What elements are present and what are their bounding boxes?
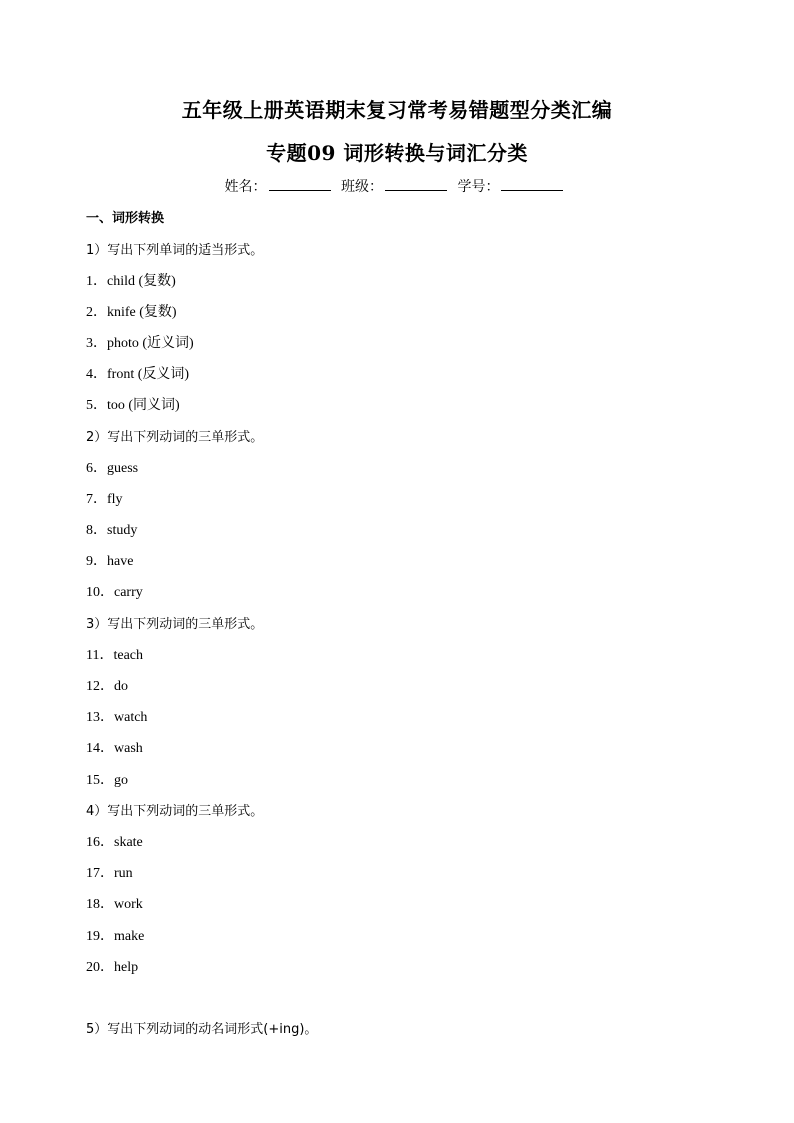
group-instruction-4: 4）写出下列动词的三单形式。 [86, 804, 264, 819]
question-11: 11．teach [86, 648, 144, 663]
question-16: 16．skate [86, 835, 143, 850]
question-10: 10．carry [86, 585, 143, 600]
id-label: 学号： [457, 179, 500, 195]
name-label: 姓名： [224, 179, 267, 195]
question-14: 14．wash [86, 741, 143, 756]
question-12: 12．do [86, 679, 128, 694]
question-18: 18．work [86, 897, 143, 912]
group-instruction-2: 2）写出下列动词的三单形式。 [86, 430, 264, 445]
question-8: 8．study [86, 523, 138, 538]
question-9: 9．have [86, 554, 134, 569]
question-17: 17．run [86, 866, 133, 881]
name-blank[interactable] [269, 177, 331, 191]
question-1: 1．child (复数) [86, 274, 176, 289]
question-15: 15．go [86, 773, 128, 788]
question-5: 5．too (同义词) [86, 398, 180, 413]
group-instruction-1: 1）写出下列单词的适当形式。 [86, 243, 264, 258]
question-4: 4．front (反义词) [86, 367, 190, 382]
question-19: 19．make [86, 929, 145, 944]
group-instruction-3: 3）写出下列动词的三单形式。 [86, 617, 264, 632]
document-subtitle: 专题09 词形转换与词汇分类 [266, 141, 528, 165]
question-3: 3．photo (近义词) [86, 336, 194, 351]
group-instruction-5: 5）写出下列动词的动名词形式(+ing)。 [86, 1022, 318, 1037]
question-20: 20．help [86, 960, 139, 975]
section-heading: 一、词形转换 [86, 211, 165, 226]
question-6: 6．guess [86, 461, 139, 476]
question-7: 7．fly [86, 492, 123, 507]
student-info-row [0, 176, 794, 196]
class-label: 班级： [341, 179, 383, 195]
class-blank[interactable] [385, 177, 447, 191]
id-blank[interactable] [501, 177, 563, 191]
question-13: 13．watch [86, 710, 148, 725]
question-2: 2．knife (复数) [86, 305, 177, 320]
document-title: 五年级上册英语期末复习常考易错题型分类汇编 [181, 98, 613, 122]
